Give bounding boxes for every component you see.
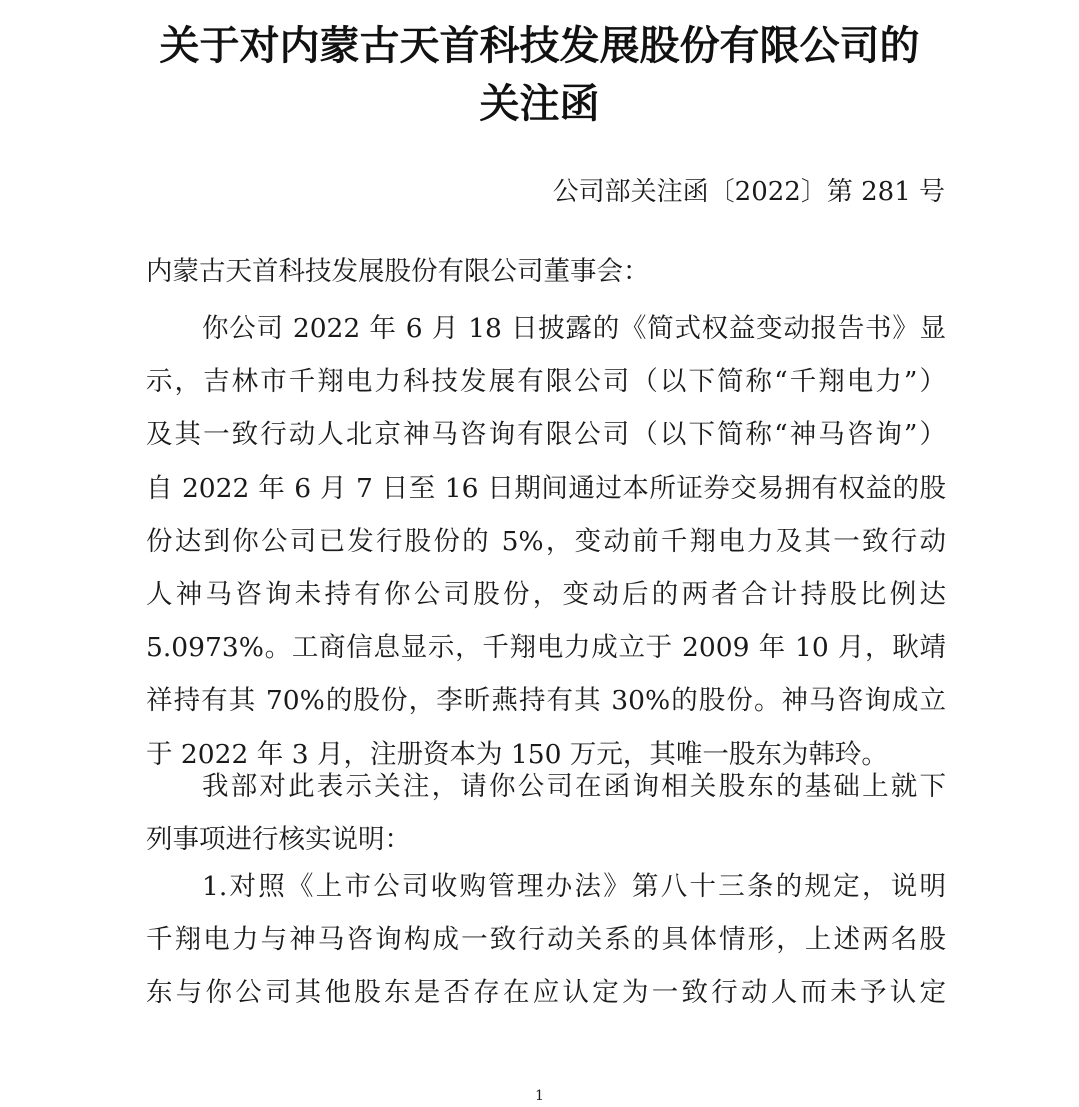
text-line: 列事项进行核实说明：	[146, 824, 411, 856]
text-line: 1.对照《上市公司收购管理办法》第八十三条的规定，说明	[202, 871, 946, 902]
text-line: 东与你公司其他股东是否存在应认定为一致行动人而未予认定	[146, 977, 946, 1009]
paragraph-2	[146, 760, 946, 866]
text-line: 人神马咨询未持有你公司股份，变动后的两者合计持股比例达	[146, 578, 946, 610]
salutation: 内蒙古天首科技发展股份有限公司董事会：	[146, 256, 650, 287]
page-number: 1	[535, 1088, 544, 1104]
document-title-line-2: 关注函	[479, 80, 600, 127]
text-line: 于 2022 年 3 月，注册资本为 150 万元，其唯一股东为韩玲。	[146, 738, 888, 770]
text-line: 我部对此表示关注，请你公司在函询相关股东的基础上就下	[202, 771, 946, 802]
text-line: 千翔电力与神马咨询构成一致行动关系的具体情形，上述两名股	[146, 924, 946, 956]
text-line: 5.0973%。工商信息显示，千翔电力成立于 2009 年 10 月，耿靖	[146, 632, 946, 664]
text-line: 自 2022 年 6 月 7 日至 16 日期间通过本所证券交易拥有权益的股	[146, 472, 946, 504]
text-line: 及其一致行动人北京神马咨询有限公司（以下简称“神马咨询”）	[146, 419, 946, 451]
document-number: 公司部关注函〔2022〕第 281 号	[552, 177, 945, 207]
text-line: 你公司 2022 年 6 月 18 日披露的《简式权益变动报告书》显	[202, 313, 946, 344]
document-title-line-1: 关于对内蒙古天首科技发展股份有限公司的	[159, 22, 920, 69]
text-line: 份达到你公司已发行股份的 5%，变动前千翔电力及其一致行动	[146, 525, 946, 557]
text-line: 祥持有其 70%的股份，李昕燕持有其 30%的股份。神马咨询成立	[146, 685, 946, 717]
paragraph-3	[146, 860, 946, 1020]
paragraph-1	[146, 302, 946, 781]
text-line: 示，吉林市千翔电力科技发展有限公司（以下简称“千翔电力”）	[146, 366, 946, 398]
